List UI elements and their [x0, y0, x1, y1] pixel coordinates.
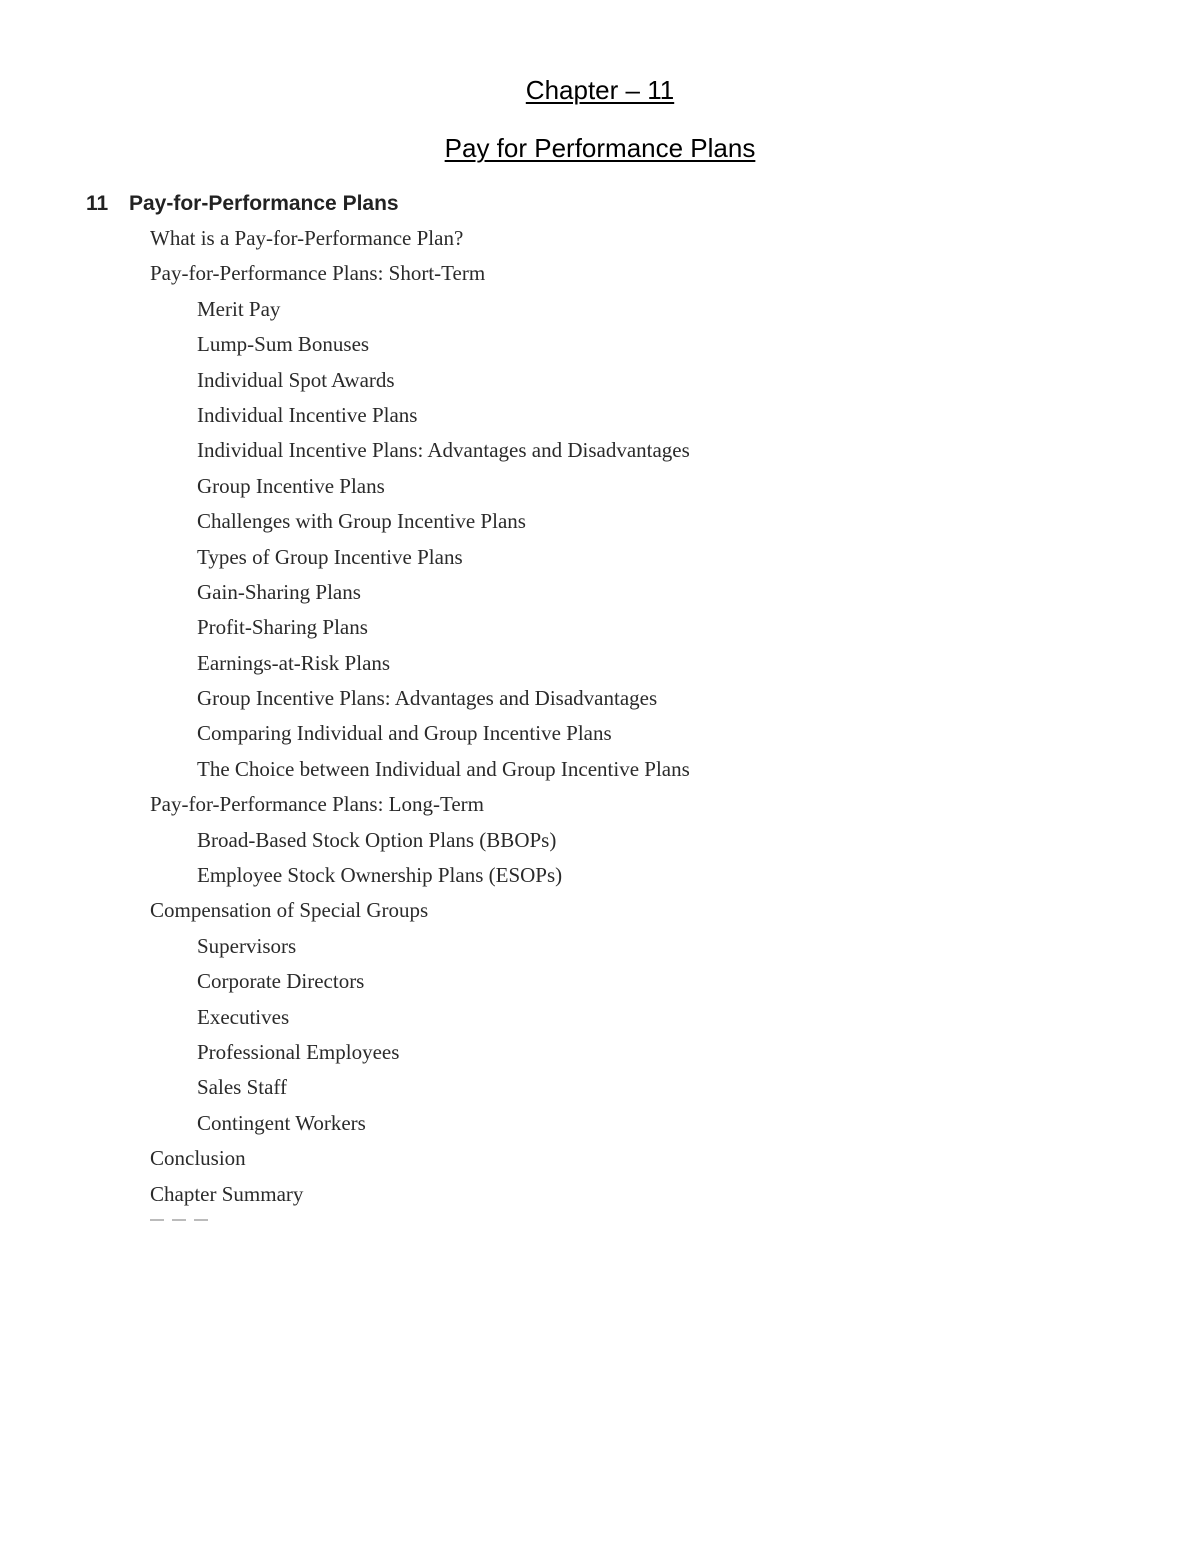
toc-subsection-entry: Sales Staff [197, 1075, 288, 1100]
toc-subsection-entry: Comparing Individual and Group Incentive Plans [197, 721, 612, 746]
toc-subsection-entry: Challenges with Group Incentive Plans [197, 509, 526, 534]
chapter-subtitle-text: Pay for Performance Plans [444, 133, 756, 163]
toc-subsection-entry: Earnings-at-Risk Plans [197, 650, 391, 675]
toc-subsection-entry: Employee Stock Ownership Plans (ESOPs) [197, 863, 563, 888]
toc-section-entry: Chapter Summary [150, 1181, 304, 1206]
toc-chapter-number: 11 [86, 192, 109, 215]
table-of-contents [0, 221, 690, 1212]
toc-subsection-entry: Contingent Workers [197, 1110, 366, 1135]
toc-subsection-entry: Lump-Sum Bonuses [197, 332, 370, 357]
toc-subsection-entry: Group Incentive Plans [197, 473, 385, 498]
toc-subsection-entry: Corporate Directors [197, 969, 365, 994]
toc-section-entry: Compensation of Special Groups [150, 898, 429, 923]
cropped-next-entry [150, 1219, 220, 1225]
toc-subsection-entry: Merit Pay [197, 296, 281, 321]
toc-subsection-entry: Gain-Sharing Plans [197, 579, 361, 604]
toc-subsection-entry: Profit-Sharing Plans [197, 615, 368, 640]
toc-subsection-entry: Types of Group Incentive Plans [197, 544, 463, 569]
toc-subsection-entry: Broad-Based Stock Option Plans (BBOPs) [197, 827, 557, 852]
toc-subsection-entry: Individual Spot Awards [197, 367, 395, 392]
toc-subsection-entry: Professional Employees [197, 1039, 400, 1064]
toc-subsection-entry: The Choice between Individual and Group Incentive Plans [197, 756, 690, 781]
toc-chapter-heading: Pay-for-Performance Plans [129, 192, 399, 215]
toc-heading [86, 190, 399, 218]
toc-section-entry: Pay-for-Performance Plans: Short-Term [150, 261, 486, 286]
toc-subsection-entry: Individual Incentive Plans: Advantages and Disadvantages [197, 438, 690, 463]
chapter-title-text: Chapter – 11 [525, 75, 675, 105]
chapter-title [0, 75, 1200, 105]
toc-subsection-entry: Individual Incentive Plans [197, 402, 418, 427]
toc-section-entry: Conclusion [150, 1146, 246, 1171]
toc-subsection-entry: Supervisors [197, 933, 297, 958]
chapter-subtitle [0, 133, 1200, 163]
toc-section-entry: Pay-for-Performance Plans: Long-Term [150, 792, 485, 817]
toc-subsection-entry: Executives [197, 1004, 290, 1029]
toc-section-entry: What is a Pay-for-Performance Plan? [150, 226, 464, 250]
toc-subsection-entry: Group Incentive Plans: Advantages and Disadvantages [197, 686, 658, 711]
